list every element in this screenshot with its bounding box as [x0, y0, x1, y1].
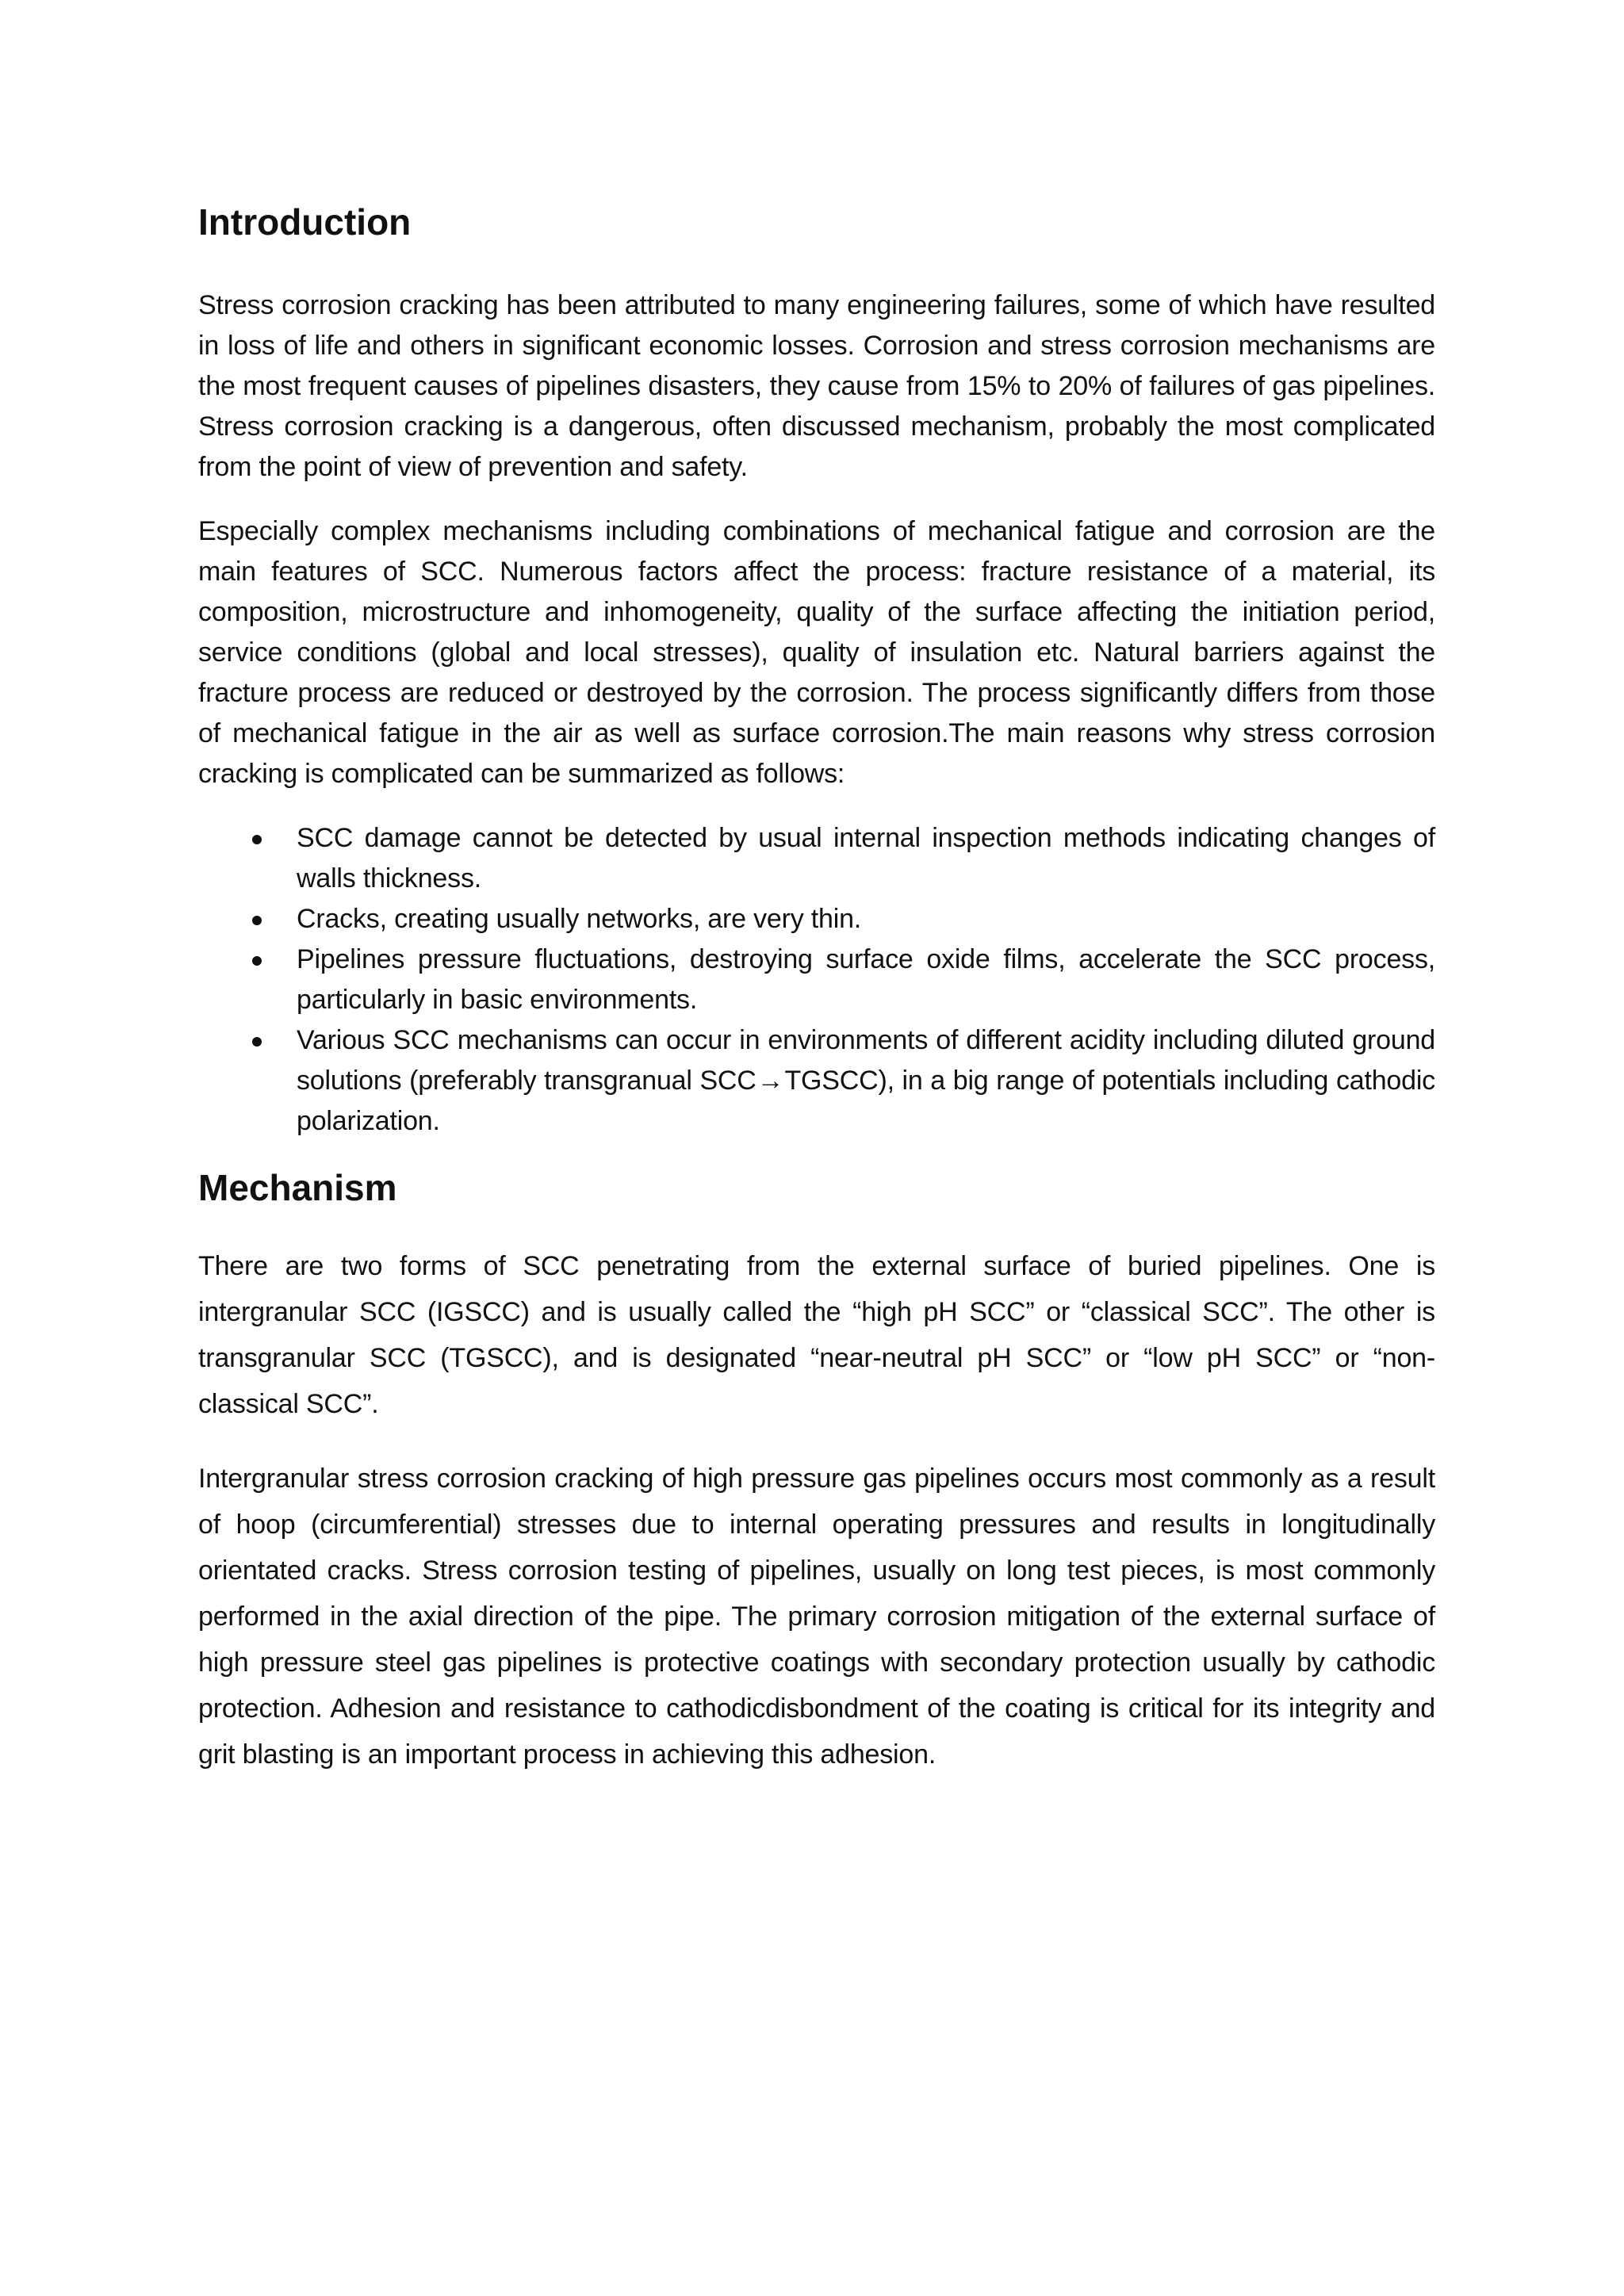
list-item — [198, 939, 1435, 1020]
list-item-text: Cracks, creating usually networks, are very thin. — [297, 904, 862, 934]
introduction-section — [198, 198, 1435, 1142]
bullet-icon — [252, 916, 262, 925]
list-item-text: Pipelines pressure fluctuations, destroying surface oxide films, accelerate the SCC process, particularly in basic environments. — [297, 944, 1435, 1015]
list-item — [198, 1020, 1435, 1142]
list-item — [198, 818, 1435, 899]
bullet-icon — [252, 835, 262, 844]
list-item — [198, 899, 1435, 939]
bullet-icon — [252, 956, 262, 966]
document-page — [198, 198, 1435, 1777]
mechanism-section — [198, 1164, 1435, 1777]
bullet-icon — [252, 1037, 262, 1047]
right-arrow-icon: → — [756, 1066, 784, 1096]
introduction-paragraph-1: Stress corrosion cracking has been attributed to many engineering failures, some of which have resulted in loss of life and others in significant economic losses. Corrosion and stress corrosion mechanisms are the most frequent causes of pipelines disasters, they cause from 15% to 20% of failures of gas pipelines. Stress corrosion cracking is a dangerous, often discussed mechanism, probably the most complicated from the point of view of prevention and safety. — [198, 290, 1435, 482]
mechanism-paragraph-1: There are two forms of SCC penetrating from the external surface of buried pipelines. One is intergranular SCC (IGSCC) and is usually called the “high pH SCC” or “classical SCC”. The other is transgranular SCC (TGSCC), and is designated “near-neutral pH SCC” or “low pH SCC” or “non-classical SCC”. — [198, 1251, 1435, 1419]
reasons-list — [198, 818, 1435, 1142]
mechanism-paragraph-2: Intergranular stress corrosion cracking of high pressure gas pipelines occurs most commonly as a result of hoop (circumferential) stresses due to internal operating pressures and results in longitudinally orientated cracks. Stress corrosion testing of pipelines, usually on long test pieces, is most commonly performed in the axial direction of the pipe. The primary corrosion mitigation of the external surface of high pressure steel gas pipelines is protective coatings with secondary protection usually by cathodic protection. Adhesion and resistance to cathodicdisbondment of the coating is critical for its integrity and grit blasting is an important process in achieving this adhesion. — [198, 1464, 1435, 1770]
list-item-text: SCC damage cannot be detected by usual internal inspection methods indicating changes of walls thickness. — [297, 823, 1435, 894]
introduction-paragraph-2: Especially complex mechanisms including combinations of mechanical fatigue and corrosion are the main features of SCC. Numerous factors affect the process: fracture resistance of a material, its composition, microstructure and inhomogeneity, quality of the surface affecting the initiation period, service conditions (global and local stresses), quality of insulation etc. Natural barriers against the fracture process are reduced or destroyed by the corrosion. The process significantly differs from those of mechanical fatigue in the air as well as surface corrosion.The main reasons why stress corrosion cracking is complicated can be summarized as follows: — [198, 516, 1435, 789]
list-item-text-end: TGSCC), in a big range of potentials including cathodic polarization. — [297, 1066, 1435, 1136]
mechanism-heading: Mechanism — [198, 1167, 397, 1208]
introduction-heading: Introduction — [198, 201, 412, 243]
list-item-text-start: Various SCC mechanisms can occur in environments of different acidity including diluted ground solutions (preferably transgranual SCC — [297, 1025, 1435, 1096]
